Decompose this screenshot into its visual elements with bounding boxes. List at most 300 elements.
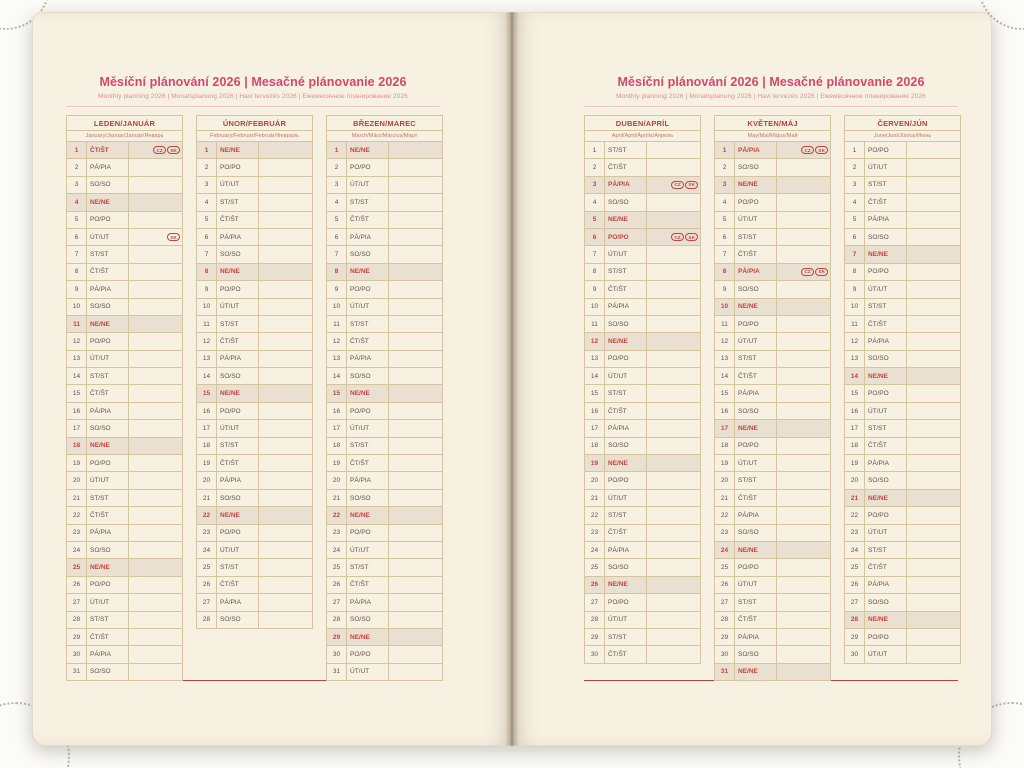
day-notes [259,402,313,419]
day-notes [389,194,443,211]
day-row [715,246,831,263]
day-notes [647,368,701,385]
day-row [197,246,313,263]
day-weekday: SO/SO [735,646,777,663]
holiday-badge-sk: SK [685,181,698,189]
day-row [327,628,443,645]
day-row [715,402,831,419]
day-weekday: ÚT/UT [347,176,389,193]
day-weekday: ST/ST [735,472,777,489]
day-row [845,646,961,663]
day-row [585,507,701,524]
day-row [197,281,313,298]
day-notes [129,646,183,663]
day-row [67,176,183,193]
day-row [327,472,443,489]
day-weekday: PO/PO [735,437,777,454]
holiday-badge-sk: SK [815,146,828,154]
day-notes [647,281,701,298]
day-number: 19 [845,455,865,472]
day-weekday: PO/PO [605,228,647,245]
day-row [715,576,831,593]
day-notes [389,646,443,663]
day-notes [259,298,313,315]
day-row [585,211,701,228]
day-number: 12 [585,333,605,350]
day-row [715,194,831,211]
day-number: 24 [197,541,217,558]
day-number: 26 [197,576,217,593]
day-number: 12 [327,333,347,350]
day-weekday: ÚT/UT [735,211,777,228]
day-notes [259,194,313,211]
day-row [197,559,313,576]
day-number: 24 [585,541,605,558]
day-number: 18 [715,437,735,454]
day-row [715,559,831,576]
day-notes [777,176,831,193]
day-row [327,524,443,541]
day-notes [777,628,831,645]
day-row [845,246,961,263]
day-row [197,594,313,611]
day-weekday: ST/ST [347,559,389,576]
day-row [845,541,961,558]
day-notes [259,333,313,350]
day-row [327,420,443,437]
day-notes [647,298,701,315]
day-notes [647,541,701,558]
day-weekday: ČT/ŠT [217,455,259,472]
day-row [327,385,443,402]
day-row [715,420,831,437]
day-notes [907,402,961,419]
day-weekday: PÁ/PIA [865,576,907,593]
day-number: 25 [67,559,87,576]
day-row [715,263,831,280]
day-number: 30 [585,646,605,663]
day-number: 11 [67,315,87,332]
day-row [845,489,961,506]
day-weekday: PÁ/PIA [217,228,259,245]
month-table-kveten [714,115,831,681]
day-number: 25 [327,559,347,576]
day-row [327,159,443,176]
day-number: 21 [67,489,87,506]
day-row [715,142,831,159]
day-weekday: PÁ/PIA [865,455,907,472]
day-number: 13 [67,350,87,367]
day-notes [129,194,183,211]
day-number: 20 [585,472,605,489]
day-number: 29 [67,628,87,645]
day-number: 3 [67,176,87,193]
day-row [197,194,313,211]
day-row [585,420,701,437]
day-weekday: ÚT/UT [605,368,647,385]
day-weekday: PÁ/PIA [87,524,129,541]
day-notes [907,176,961,193]
day-notes [777,541,831,558]
day-weekday: SO/SO [87,176,129,193]
day-number: 13 [327,350,347,367]
day-notes [389,176,443,193]
page-header-right [584,75,958,107]
day-row [585,489,701,506]
day-notes [777,611,831,628]
day-row [845,559,961,576]
day-number: 2 [845,159,865,176]
day-row [845,159,961,176]
day-notes [259,420,313,437]
day-notes [259,594,313,611]
day-number: 6 [715,228,735,245]
day-notes [129,228,183,245]
day-weekday: PÁ/PIA [605,420,647,437]
day-notes [907,507,961,524]
day-notes [777,385,831,402]
month-subtitle: January/Januar/Január/Январь [67,131,183,142]
day-weekday: ČT/ŠT [865,315,907,332]
day-notes [389,420,443,437]
day-row [845,142,961,159]
day-weekday: ST/ST [217,437,259,454]
day-notes [259,159,313,176]
day-notes [777,333,831,350]
day-number: 11 [585,315,605,332]
day-row [327,211,443,228]
day-weekday: ČT/ŠT [347,211,389,228]
day-number: 19 [197,455,217,472]
day-row [197,211,313,228]
day-notes [647,228,701,245]
day-row [845,576,961,593]
day-number: 6 [327,228,347,245]
day-row [845,455,961,472]
day-row [67,489,183,506]
day-number: 1 [67,142,87,159]
day-notes [129,281,183,298]
day-row [585,385,701,402]
day-weekday: ČT/ŠT [217,576,259,593]
day-weekday: ÚT/UT [865,281,907,298]
day-notes [647,524,701,541]
day-notes [647,437,701,454]
day-row [197,611,313,628]
day-number: 3 [845,176,865,193]
day-notes [647,333,701,350]
day-number: 15 [67,385,87,402]
months-right [584,115,958,681]
day-row [585,228,701,245]
day-notes [129,298,183,315]
day-row [715,281,831,298]
day-weekday: ST/ST [217,194,259,211]
day-number: 23 [715,524,735,541]
day-row [845,333,961,350]
day-row [715,176,831,193]
day-notes [259,455,313,472]
day-row [585,559,701,576]
day-weekday: ČT/ŠT [217,333,259,350]
day-weekday: ÚT/UT [217,176,259,193]
day-number: 16 [845,402,865,419]
day-weekday: ST/ST [605,142,647,159]
day-number: 14 [845,368,865,385]
day-number: 28 [585,611,605,628]
day-row [585,628,701,645]
day-row [67,611,183,628]
day-weekday: NE/NE [217,263,259,280]
day-notes [259,541,313,558]
day-number: 27 [585,594,605,611]
day-notes [647,507,701,524]
day-number: 20 [327,472,347,489]
day-weekday: NE/NE [87,194,129,211]
day-weekday: ST/ST [217,559,259,576]
day-notes [647,350,701,367]
day-notes [777,594,831,611]
day-weekday: NE/NE [605,211,647,228]
day-weekday: PÁ/PIA [87,159,129,176]
day-row [845,194,961,211]
day-notes [777,663,831,680]
day-row [715,437,831,454]
day-weekday: PÁ/PIA [347,350,389,367]
day-row [197,385,313,402]
month-table-leden [66,115,183,681]
day-notes [129,246,183,263]
day-weekday: NE/NE [865,246,907,263]
day-notes [129,385,183,402]
day-row [585,298,701,315]
day-weekday: PO/PO [865,385,907,402]
day-notes [259,576,313,593]
day-weekday: ST/ST [87,368,129,385]
day-weekday: PÁ/PIA [865,211,907,228]
day-weekday: SO/SO [735,524,777,541]
day-notes [259,176,313,193]
page-left [32,12,512,746]
day-number: 27 [327,594,347,611]
day-weekday: PÁ/PIA [735,263,777,280]
day-row [845,628,961,645]
page-title: Měsíční plánování 2026 | Mesačné plánovanie 2026 [617,75,925,89]
day-weekday: ST/ST [347,194,389,211]
day-weekday: PO/PO [217,402,259,419]
day-number: 26 [327,576,347,593]
day-weekday: NE/NE [217,507,259,524]
day-notes [129,628,183,645]
day-notes [129,524,183,541]
day-row [67,159,183,176]
day-number: 6 [585,228,605,245]
day-number: 23 [67,524,87,541]
day-notes [389,263,443,280]
day-weekday: PO/PO [605,472,647,489]
day-notes [259,350,313,367]
day-notes [907,263,961,280]
day-weekday: NE/NE [87,315,129,332]
day-weekday: PO/PO [87,211,129,228]
day-row [715,646,831,663]
day-row [327,368,443,385]
month-subtitle: March/März/Március/Март [327,131,443,142]
day-notes [129,455,183,472]
day-weekday: NE/NE [217,142,259,159]
day-number: 23 [845,524,865,541]
day-weekday: NE/NE [87,559,129,576]
day-number: 26 [845,576,865,593]
day-row [327,559,443,576]
day-weekday: SO/SO [217,368,259,385]
day-weekday: PÁ/PIA [347,228,389,245]
day-notes [907,333,961,350]
month-subtitle: February/Februar/Február/Февраль [197,131,313,142]
day-weekday: NE/NE [605,455,647,472]
day-number: 17 [585,420,605,437]
day-number: 18 [197,437,217,454]
day-row [67,194,183,211]
day-weekday: NE/NE [347,385,389,402]
day-number: 5 [585,211,605,228]
day-number: 12 [67,333,87,350]
day-number: 20 [715,472,735,489]
day-weekday: SO/SO [347,489,389,506]
page-right [512,12,992,746]
day-row [327,402,443,419]
day-weekday: ČT/ŠT [605,159,647,176]
day-notes [389,211,443,228]
day-number: 13 [585,350,605,367]
month-name: KVĚTEN/MÁJ [715,116,831,131]
day-number: 8 [585,263,605,280]
day-weekday: ST/ST [605,385,647,402]
day-number: 6 [67,228,87,245]
day-row [845,402,961,419]
day-row [197,298,313,315]
day-number: 30 [715,646,735,663]
day-row [585,455,701,472]
day-number: 30 [845,646,865,663]
day-weekday: ÚT/UT [735,333,777,350]
day-number: 2 [715,159,735,176]
day-notes [389,333,443,350]
day-weekday: NE/NE [347,628,389,645]
day-notes [907,142,961,159]
day-row [327,576,443,593]
day-number: 29 [585,628,605,645]
day-row [67,281,183,298]
day-row [67,211,183,228]
day-number: 16 [715,402,735,419]
day-weekday: ČT/ŠT [87,142,129,159]
day-notes [777,402,831,419]
day-number: 5 [845,211,865,228]
day-notes [389,594,443,611]
day-weekday: SO/SO [865,594,907,611]
day-number: 19 [327,455,347,472]
day-number: 26 [585,576,605,593]
day-row [715,298,831,315]
day-row [327,646,443,663]
day-notes [259,507,313,524]
day-notes [647,472,701,489]
day-weekday: SO/SO [87,663,129,680]
day-weekday: ČT/ŠT [87,385,129,402]
day-notes [129,541,183,558]
day-number: 15 [197,385,217,402]
day-weekday: SO/SO [347,368,389,385]
day-weekday: ČT/ŠT [605,281,647,298]
day-notes [389,281,443,298]
day-notes [647,402,701,419]
day-notes [389,507,443,524]
day-number: 28 [845,611,865,628]
day-number: 31 [715,663,735,680]
day-notes [907,315,961,332]
day-row [585,611,701,628]
day-number: 29 [715,628,735,645]
day-number: 30 [67,646,87,663]
month-table-duben [584,115,701,664]
day-weekday: NE/NE [865,368,907,385]
day-notes [389,455,443,472]
day-weekday: PÁ/PIA [87,646,129,663]
day-number: 3 [327,176,347,193]
day-row [67,142,183,159]
day-number: 7 [67,246,87,263]
day-number: 8 [845,263,865,280]
day-weekday: PO/PO [87,455,129,472]
day-weekday: ÚT/UT [735,455,777,472]
day-notes [777,350,831,367]
day-weekday: ÚT/UT [217,541,259,558]
day-row [715,507,831,524]
day-number: 12 [845,333,865,350]
day-row [67,576,183,593]
day-notes [777,159,831,176]
day-weekday: PO/PO [735,194,777,211]
day-weekday: PO/PO [347,402,389,419]
day-weekday: SO/SO [347,611,389,628]
day-notes [389,402,443,419]
day-row [197,437,313,454]
day-row [585,350,701,367]
day-notes [129,368,183,385]
day-notes [777,507,831,524]
day-notes [129,489,183,506]
day-row [67,559,183,576]
day-number: 17 [845,420,865,437]
day-weekday: ČT/ŠT [605,646,647,663]
day-row [327,350,443,367]
day-weekday: SO/SO [87,541,129,558]
day-weekday: PÁ/PIA [735,507,777,524]
day-number: 3 [197,176,217,193]
day-weekday: ÚT/UT [217,420,259,437]
day-weekday: PO/PO [347,524,389,541]
day-notes [129,159,183,176]
day-weekday: PO/PO [217,159,259,176]
day-notes [777,315,831,332]
day-number: 9 [197,281,217,298]
day-notes [389,559,443,576]
day-number: 28 [327,611,347,628]
holiday-badge-cz: CZ [801,268,813,276]
day-row [197,142,313,159]
day-weekday: PÁ/PIA [87,281,129,298]
